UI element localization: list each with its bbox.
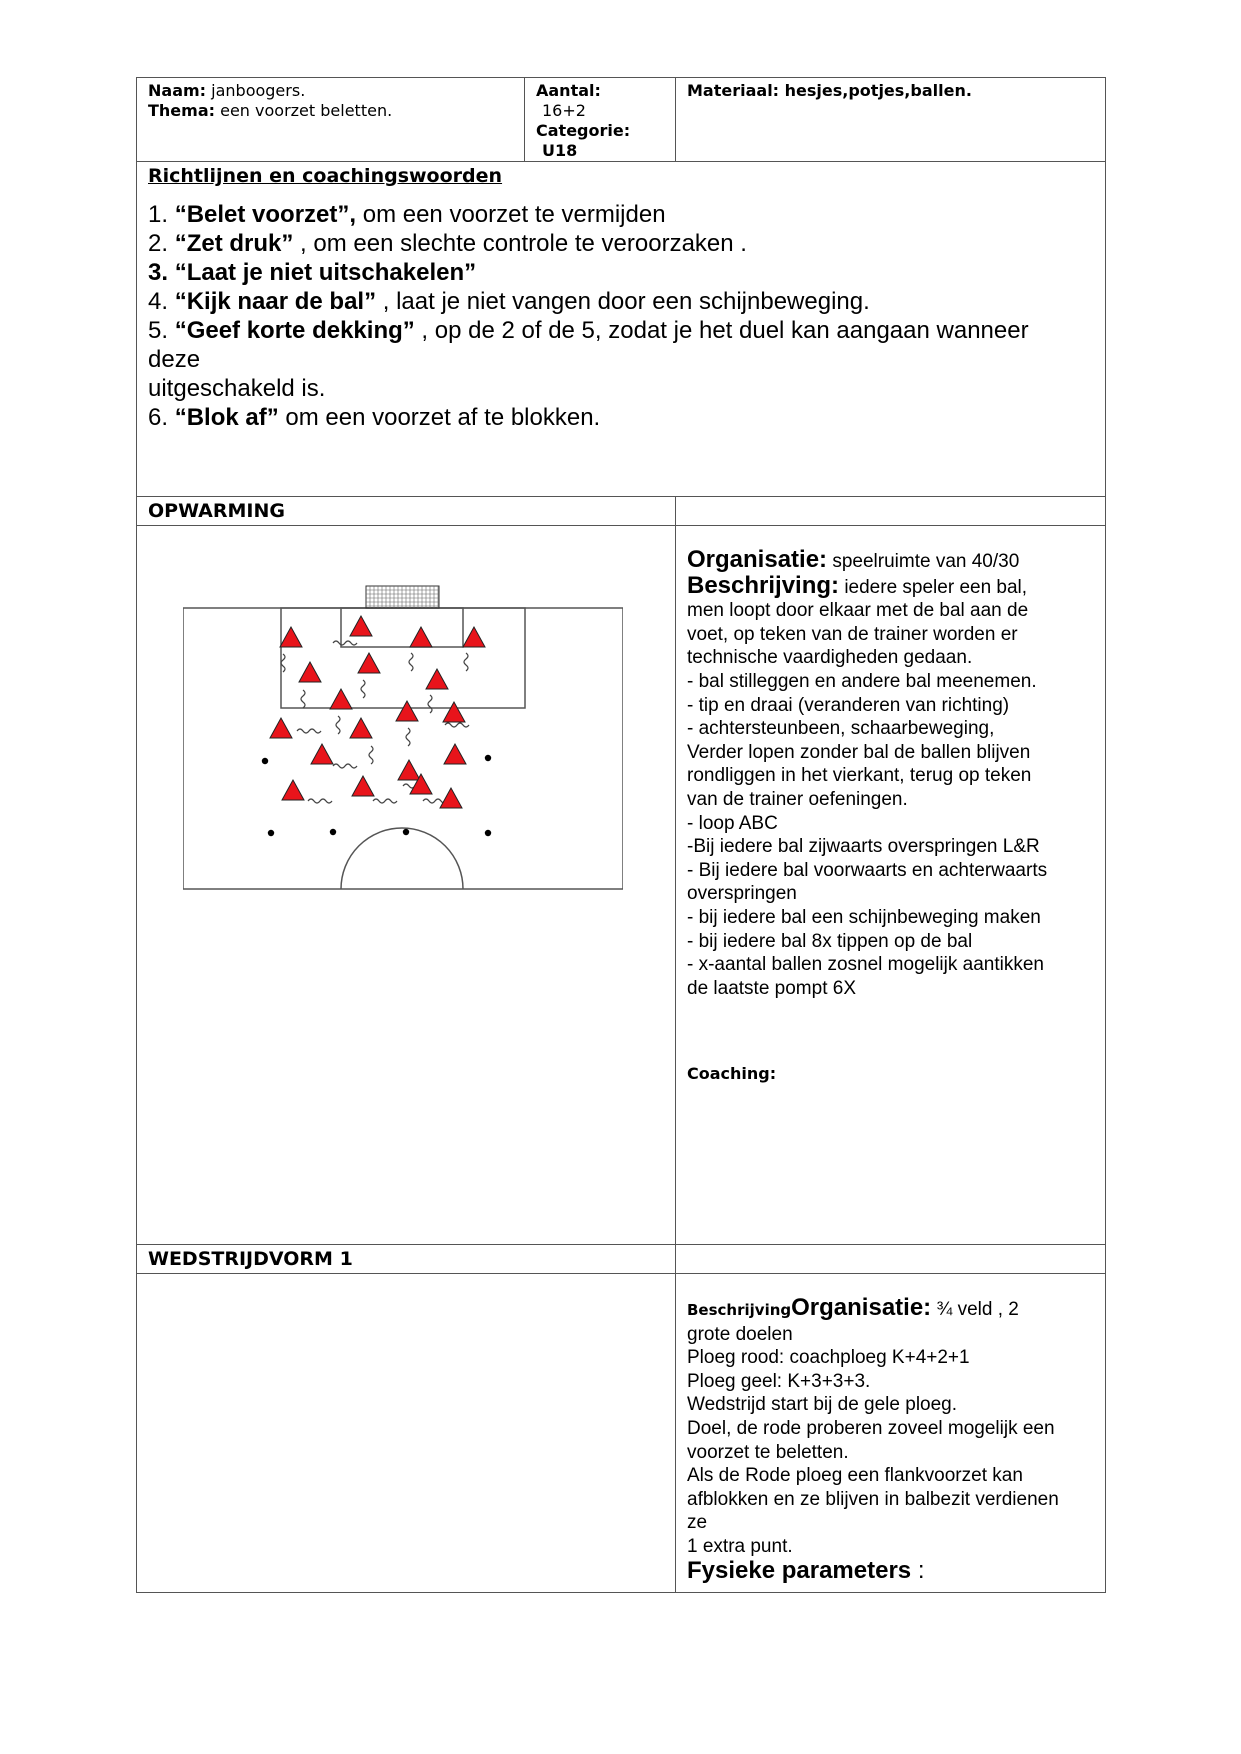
- guideline-keyword: “Kijk naar de bal”: [174, 288, 377, 315]
- guideline-number: 4.: [148, 288, 175, 315]
- naam-thema-cell: [137, 78, 525, 162]
- warmup-line: de laatste pompt 6X: [687, 977, 856, 999]
- match1-line: voorzet te beletten.: [687, 1441, 849, 1463]
- cone-marker: [485, 830, 491, 836]
- guidelines-list: [148, 200, 1094, 432]
- player-triangle: [270, 718, 292, 738]
- ball-trail: [373, 799, 397, 803]
- aantal-categorie-cell: [525, 78, 676, 162]
- warmup-line: - achtersteunbeen, schaarbeweging,: [687, 718, 995, 740]
- fysieke-parameters-label: Fysieke parameters: [687, 1556, 912, 1584]
- categorie-label: Categorie:: [536, 121, 631, 140]
- warmup-line: men loopt door elkaar met de bal aan de: [687, 600, 1029, 622]
- guideline-number: 1.: [148, 201, 175, 228]
- guideline-item: [148, 374, 1094, 403]
- warmup-line: - bij iedere bal een schijnbeweging maken: [687, 906, 1041, 928]
- ball-trail: [464, 653, 468, 671]
- warmup-line: overspringen: [687, 883, 797, 905]
- coaching-label: Coaching:: [687, 1064, 777, 1084]
- guideline-number: 5.: [148, 317, 175, 344]
- player-triangle: [463, 627, 485, 647]
- match1-heading-empty: [676, 1245, 1106, 1274]
- guideline-item: [148, 316, 1094, 345]
- match1-line: 1 extra punt.: [687, 1535, 793, 1557]
- match1-description: [687, 1323, 1097, 1559]
- match1-line: ze: [687, 1512, 708, 1534]
- cone-marker: [403, 829, 409, 835]
- ball-trail: [409, 653, 413, 671]
- player-triangle: [352, 776, 374, 796]
- guideline-item: [148, 229, 1094, 258]
- warmup-line: [687, 571, 1097, 600]
- player-triangle: [280, 627, 302, 647]
- cone-marker: [485, 755, 491, 761]
- player-triangle: [398, 760, 420, 780]
- warmup-line: - x-aantal ballen zosnel mogelijk aantikken: [687, 954, 1044, 976]
- guideline-number: 6.: [148, 404, 175, 431]
- ball-trail: [428, 695, 432, 713]
- thema-value: een voorzet beletten.: [215, 101, 393, 120]
- goal-net-icon: [366, 586, 439, 608]
- warmup-organisatie-label: Organisatie:: [687, 546, 828, 573]
- warmup-line: - loop ABC: [687, 812, 778, 834]
- center-circle-arc: [341, 828, 463, 889]
- guideline-item: [148, 287, 1094, 316]
- warmup-heading-empty: [676, 497, 1106, 526]
- cone-marker: [268, 830, 274, 836]
- ball-trail: [301, 690, 305, 708]
- warmup-beschrijving-label: Beschrijving:: [687, 571, 840, 599]
- field-outline: [183, 608, 623, 889]
- guideline-text: uitgeschakeld is.: [148, 375, 326, 402]
- ball-trail: [406, 728, 410, 746]
- player-triangle: [311, 744, 333, 764]
- cone-marker: [330, 829, 336, 835]
- aantal-value: 16+2: [542, 101, 586, 120]
- match1-line: afblokken en ze blijven in balbezit verdienen: [687, 1488, 1059, 1510]
- guideline-text: deze: [148, 346, 201, 373]
- player-triangle: [358, 653, 380, 673]
- guideline-text: , om een slechte controle te veroorzaken .: [293, 230, 747, 257]
- player-triangle: [443, 702, 465, 722]
- guideline-item: [148, 258, 1094, 287]
- categorie-value: U18: [542, 141, 578, 160]
- warmup-line: - tip en draai (veranderen van richting): [687, 694, 1010, 716]
- players-group: [270, 616, 485, 808]
- warmup-line: van de trainer oefeningen.: [687, 788, 908, 810]
- materiaal-cell: [676, 78, 1106, 162]
- guideline-keyword: “Blok af”: [174, 404, 279, 431]
- match1-line: Als de Rode ploeg een flankvoorzet kan: [687, 1465, 1023, 1487]
- guideline-number: 3.: [148, 259, 175, 286]
- warmup-heading: OPWARMING: [137, 497, 676, 526]
- match1-line: grote doelen: [687, 1323, 793, 1345]
- guideline-text: , laat je niet vangen door een schijnbeweging.: [376, 288, 870, 315]
- match1-line: Doel, de rode proberen zoveel mogelijk een: [687, 1417, 1055, 1439]
- warmup-line: -Bij iedere bal zijwaarts overspringen L&R: [687, 836, 1040, 858]
- match1-organisatie-value: ¾ veld , 2: [931, 1299, 1019, 1320]
- ball-trail: [361, 680, 365, 698]
- player-triangle: [299, 662, 321, 682]
- warmup-field-diagram: [183, 561, 623, 891]
- warmup-line: Verder lopen zonder bal de ballen blijven: [687, 741, 1031, 763]
- ball-trail: [308, 799, 332, 803]
- aantal-label: Aantal:: [536, 81, 601, 100]
- player-triangle: [426, 669, 448, 689]
- guideline-keyword: “Zet druk”: [174, 230, 294, 257]
- match1-heading: WEDSTRIJDVORM 1: [137, 1245, 676, 1274]
- guideline-number: 2.: [148, 230, 175, 257]
- match1-organisatie-label: Organisatie:: [791, 1294, 932, 1321]
- guideline-item: [148, 345, 1094, 374]
- training-sheet: [136, 77, 1105, 1593]
- warmup-line: voet, op teken van de trainer worden er: [687, 623, 1018, 645]
- guidelines-cell: [137, 162, 1106, 497]
- match1-text-cell: [676, 1274, 1106, 1593]
- ball-trail: [297, 729, 321, 733]
- player-triangle: [350, 616, 372, 636]
- guideline-text: om een voorzet af te blokken.: [278, 404, 601, 431]
- warmup-organisatie-value: speelruimte van 40/30: [827, 551, 1020, 572]
- guideline-text: , op de 2 of de 5, zodat je het duel kan aangaan wanneer: [414, 317, 1029, 344]
- warmup-line: - bal stilleggen en andere bal meenemen.: [687, 670, 1037, 692]
- ball-trail: [336, 716, 340, 734]
- training-sheet-table: [136, 77, 1106, 1593]
- warmup-line: - bij iedere bal 8x tippen op de bal: [687, 930, 973, 952]
- match1-line: Ploeg rood: coachploeg K+4+2+1: [687, 1347, 970, 1369]
- warmup-description: [687, 571, 1097, 1001]
- guideline-keyword: “Belet voorzet”,: [174, 201, 357, 228]
- ball-trail: [333, 641, 357, 645]
- penalty-area: [281, 608, 525, 708]
- match1-diagram-cell: [137, 1274, 676, 1593]
- player-triangle: [282, 780, 304, 800]
- guidelines-title: Richtlijnen en coachingswoorden: [148, 165, 503, 187]
- warmup-line: rondliggen in het vierkant, terug op teken: [687, 765, 1032, 787]
- naam-value: janboogers.: [206, 81, 306, 100]
- player-triangle: [444, 744, 466, 764]
- warmup-text-cell: [676, 526, 1106, 1245]
- fysieke-parameters-suffix: :: [911, 1556, 925, 1584]
- match1-beschrijving-label: Beschrijving: [687, 1301, 792, 1319]
- guideline-text: om een voorzet te vermijden: [356, 201, 666, 228]
- player-triangle: [440, 788, 462, 808]
- thema-label: Thema:: [148, 101, 216, 120]
- guideline-keyword: “Geef korte dekking”: [174, 317, 415, 344]
- match1-line: Wedstrijd start bij de gele ploeg.: [687, 1394, 958, 1416]
- warmup-diagram-cell: [137, 526, 676, 1245]
- cone-marker: [262, 758, 268, 764]
- match1-line: Ploeg geel: K+3+3+3.: [687, 1370, 871, 1392]
- warmup-line: - Bij iedere bal voorwaarts en achterwaarts: [687, 859, 1048, 881]
- guideline-item: [148, 403, 1094, 432]
- ball-trail: [369, 746, 373, 764]
- player-triangle: [396, 701, 418, 721]
- ball-trail: [445, 723, 469, 727]
- guideline-keyword: “Laat je niet uitschakelen”: [174, 259, 477, 286]
- player-triangle: [330, 689, 352, 709]
- ball-trail: [333, 764, 357, 768]
- naam-label: Naam:: [148, 81, 207, 100]
- warmup-line: technische vaardigheden gedaan.: [687, 647, 973, 669]
- player-triangle: [350, 718, 372, 738]
- warmup-line-text: iedere speler een bal,: [839, 576, 1028, 598]
- goal-frame: [366, 586, 439, 608]
- player-triangle: [410, 627, 432, 647]
- materiaal-text: Materiaal: hesjes,potjes,ballen.: [687, 81, 972, 100]
- guideline-item: [148, 200, 1094, 229]
